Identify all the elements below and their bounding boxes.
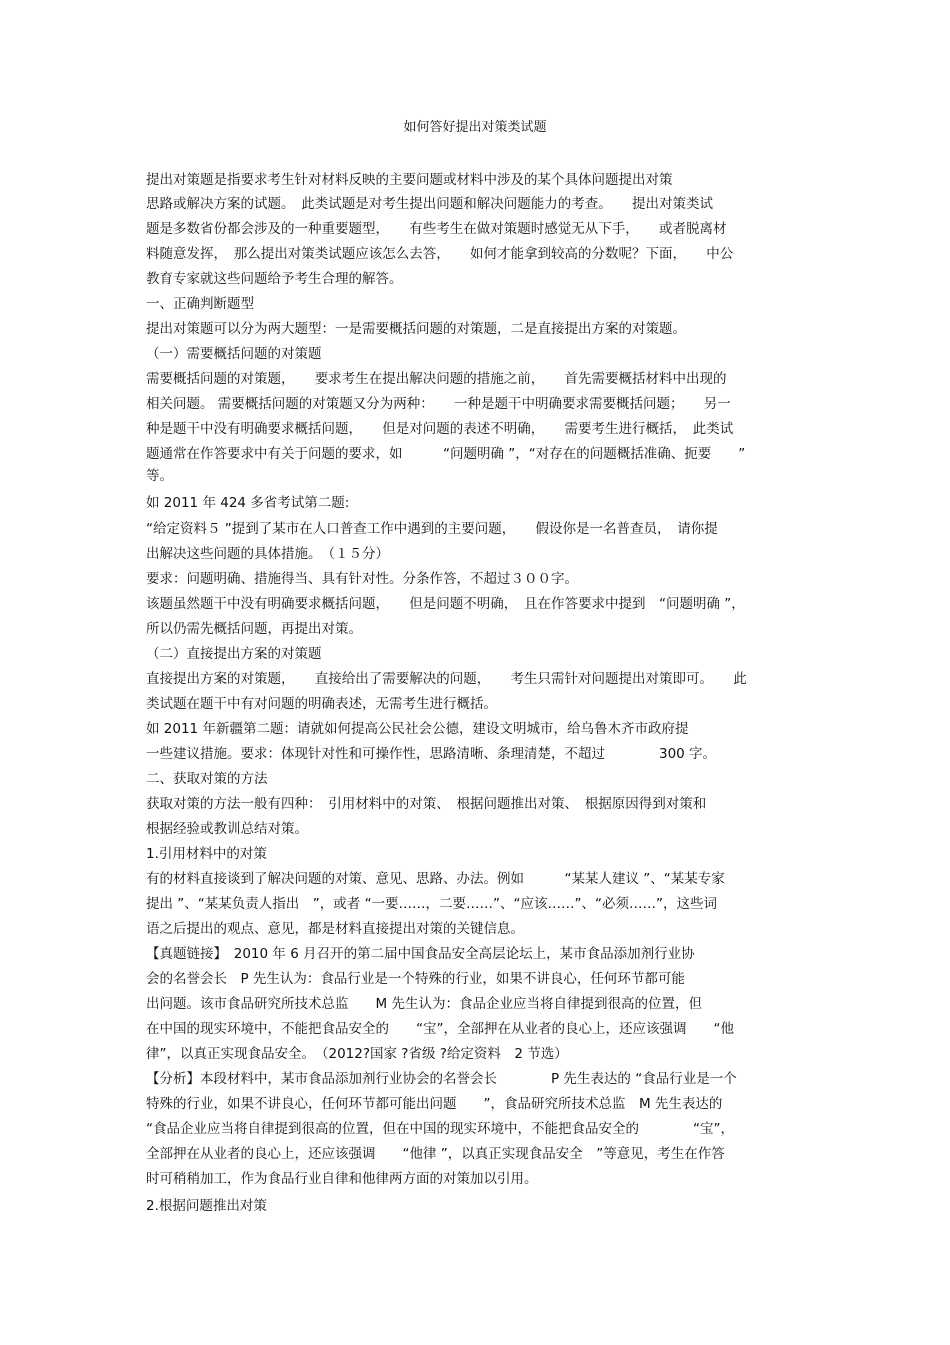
paragraph-line: 在中国的现实环境中，不能把食品安全的 “宝”，全部押在从业者的良心上，还应该强调 “他 (146, 1021, 734, 1037)
paragraph-line: 【分析】本段材料中，某市食品添加剂行业协会的名誉会长 P 先生表达的 “食品行业是一个 (146, 1071, 737, 1087)
paragraph-line: 相关问题。 需要概括问题的对策题又分为两种： 一种是题干中明确要求需要概括问题； 另一 (146, 396, 731, 412)
paragraph-line: “给定资料５ ”提到了某市在人口普查工作中遇到的主要问题， 假设你是一名普查员， 请你提 (146, 521, 718, 537)
paragraph-line: 所以仍需先概括问题，再提出对策。 (146, 621, 362, 637)
paragraph-line: 需要概括问题的对策题， 要求考生在提出解决问题的措施之前， 首先需要概括材料中出现的 (146, 371, 727, 387)
paragraph-line: 提出对策题是指要求考生针对材料反映的主要问题或材料中涉及的某个具体问题提出对策 (146, 172, 673, 188)
subsection-heading: （二）直接提出方案的对策题 (146, 646, 322, 662)
paragraph-line: 特殊的行业，如果不讲良心，任何环节都可能出问题 ”，食品研究所技术总监 M 先生表达的 (146, 1096, 723, 1112)
paragraph-line: 如 2011 年新疆第二题：请就如何提高公民社会公德，建设文明城市，给乌鲁木齐市政府提 (146, 721, 689, 737)
paragraph-line: 时可稍稍加工，作为食品行业自律和他律两方面的对策加以引用。 (146, 1171, 538, 1187)
paragraph-line: 该题虽然题干中没有明确要求概括问题， 但是问题不明确， 且在作答要求中提到 “问题明确 ”， (146, 596, 745, 612)
paragraph-line: “食品企业应当将自律提到很高的位置，但在中国的现实环境中，不能把食品安全的 “宝”， (146, 1121, 734, 1137)
paragraph-line: 等。 (146, 468, 173, 484)
section-heading: 二、获取对策的方法 (146, 771, 268, 787)
paragraph-line: 思路或解决方案的试题。 此类试题是对考生提出问题和解决问题能力的考查。 提出对策类试 (146, 196, 713, 212)
paragraph-line: 题是多数省份都会涉及的一种重要题型， 有些考生在做对策题时感觉无从下手， 或者脱离材 (146, 221, 727, 237)
paragraph-line: 全部押在从业者的良心上，还应该强调 “他律 ”，以真正实现食品安全 ”等意见，考生在作答 (146, 1146, 725, 1162)
paragraph-line: 种是题干中没有明确要求概括问题， 但是对问题的表述不明确， 需要考生进行概括， 此类试 (146, 421, 734, 437)
paragraph-line: 提出对策题可以分为两大题型：一是需要概括问题的对策题，二是直接提出方案的对策题。 (146, 321, 686, 337)
paragraph-line: 会的名誉会长 P 先生认为：食品行业是一个特殊的行业，如果不讲良心，任何环节都可能 (146, 971, 685, 987)
paragraph-line: 要求：问题明确、措施得当、具有针对性。分条作答，不超过３００字。 (146, 571, 578, 587)
subsection-heading: 1.引用材料中的对策 (146, 846, 267, 862)
paragraph-line: 如 2011 年 424 多省考试第二题: (146, 495, 350, 511)
paragraph-line: 根据经验或教训总结对策。 (146, 821, 308, 837)
paragraph-line: 有的材料直接谈到了解决问题的对策、意见、思路、办法。例如 “某某人建议 ”、“某某专家 (146, 871, 725, 887)
paragraph-line: 一些建议措施。要求：体现针对性和可操作性，思路清晰、条理清楚，不超过 300 字。 (146, 746, 717, 762)
paragraph-line: 料随意发挥， 那么提出对策类试题应该怎么去答， 如何才能拿到较高的分数呢？下面， 中公 (146, 246, 734, 262)
subsection-heading: 2.根据问题推出对策 (146, 1198, 267, 1214)
document-title: 如何答好提出对策类试题 (403, 120, 547, 135)
paragraph-line: 出解决这些问题的具体措施。 （１５分） (146, 546, 389, 562)
paragraph-line: 直接提出方案的对策题， 直接给出了需要解决的问题， 考生只需针对问题提出对策即可。 此 (146, 671, 747, 687)
paragraph-line: 类试题在题干中有对问题的明确表述，无需考生进行概括。 (146, 696, 497, 712)
section-heading: 一、正确判断题型 (146, 296, 254, 312)
paragraph-line: 提出 ”、“某某负责人指出 ”，或者 “一要……，二要……”、“应该……”、“必须……”，这些词 (146, 896, 718, 912)
paragraph-line: 出问题。该市食品研究所技术总监 M 先生认为：食品企业应当将自律提到很高的位置，但 (146, 996, 702, 1012)
paragraph-line: 教育专家就这些问题给予考生合理的解答。 (146, 271, 403, 287)
subsection-heading: （一）需要概括问题的对策题 (146, 346, 322, 362)
paragraph-line: 律”，以真正实现食品安全。 （2012?国家 ?省级 ?给定资料 2 节选） (146, 1046, 568, 1062)
paragraph-line: 语之后提出的观点、意见，都是材料直接提出对策的关键信息。 (146, 921, 524, 937)
paragraph-line: 获取对策的方法一般有四种： 引用材料中的对策、 根据问题推出对策、 根据原因得到对策和 (146, 796, 707, 812)
paragraph-line: 题通常在作答要求中有关于问题的要求，如 “问题明确 ”，“对存在的问题概括准确、扼要 ” (146, 446, 746, 462)
paragraph-line: 【真题链接】 2010 年 6 月召开的第二届中国食品安全高层论坛上，某市食品添加剂行业协 (146, 946, 695, 962)
